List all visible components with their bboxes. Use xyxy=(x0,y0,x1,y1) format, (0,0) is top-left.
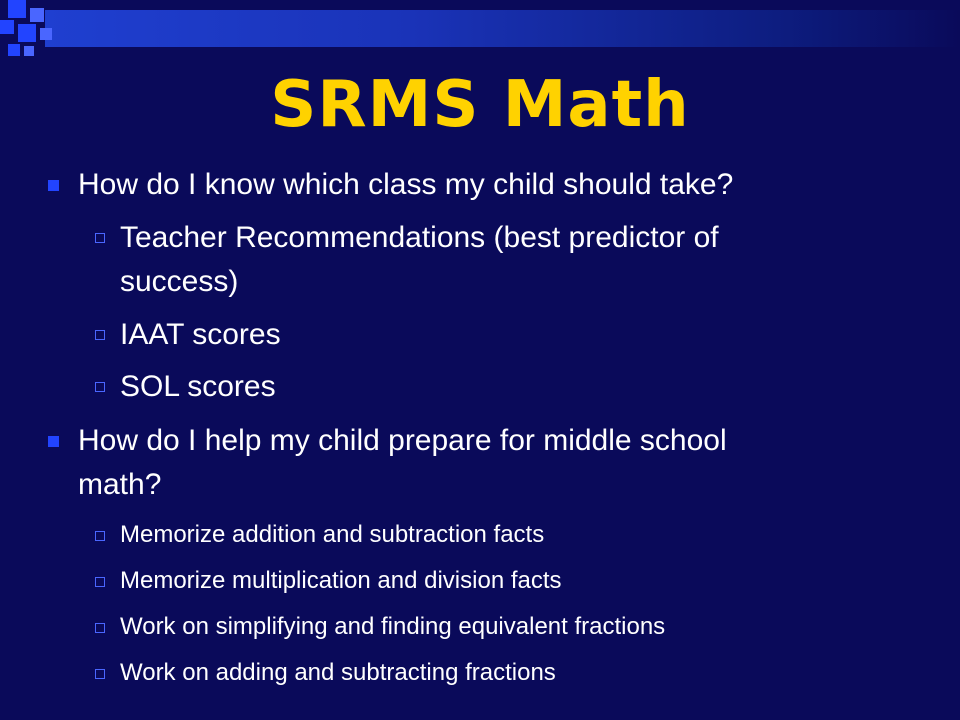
square-bullet-icon xyxy=(48,180,59,191)
box-bullet-icon xyxy=(95,233,105,243)
box-bullet-icon xyxy=(95,531,105,541)
sub-bullet-item: SOL scores xyxy=(120,370,276,403)
slide-title: SRMS Math xyxy=(270,68,690,142)
sub-bullet-item: Teacher Recommendations (best predictor of xyxy=(120,221,719,254)
bullet-question-1: How do I know which class my child should take? xyxy=(78,168,734,201)
sub-bullet-item: Work on adding and subtracting fractions xyxy=(120,659,556,686)
bullet-question-2-continued: math? xyxy=(78,468,162,501)
box-bullet-icon xyxy=(95,382,105,392)
square-bullet-icon xyxy=(48,436,59,447)
sub-bullet-item-continued: success) xyxy=(120,265,239,298)
box-bullet-icon xyxy=(95,669,105,679)
sub-bullet-item: Memorize multiplication and division facts xyxy=(120,567,562,594)
sub-bullet-item: Work on simplifying and finding equivalent fractions xyxy=(120,613,666,640)
sub-bullet-item: Memorize addition and subtraction facts xyxy=(120,521,545,548)
bullet-question-2: How do I help my child prepare for middle school xyxy=(78,424,727,457)
sub-bullet-item: IAAT scores xyxy=(120,318,281,351)
box-bullet-icon xyxy=(95,577,105,587)
box-bullet-icon xyxy=(95,330,105,340)
box-bullet-icon xyxy=(95,623,105,633)
